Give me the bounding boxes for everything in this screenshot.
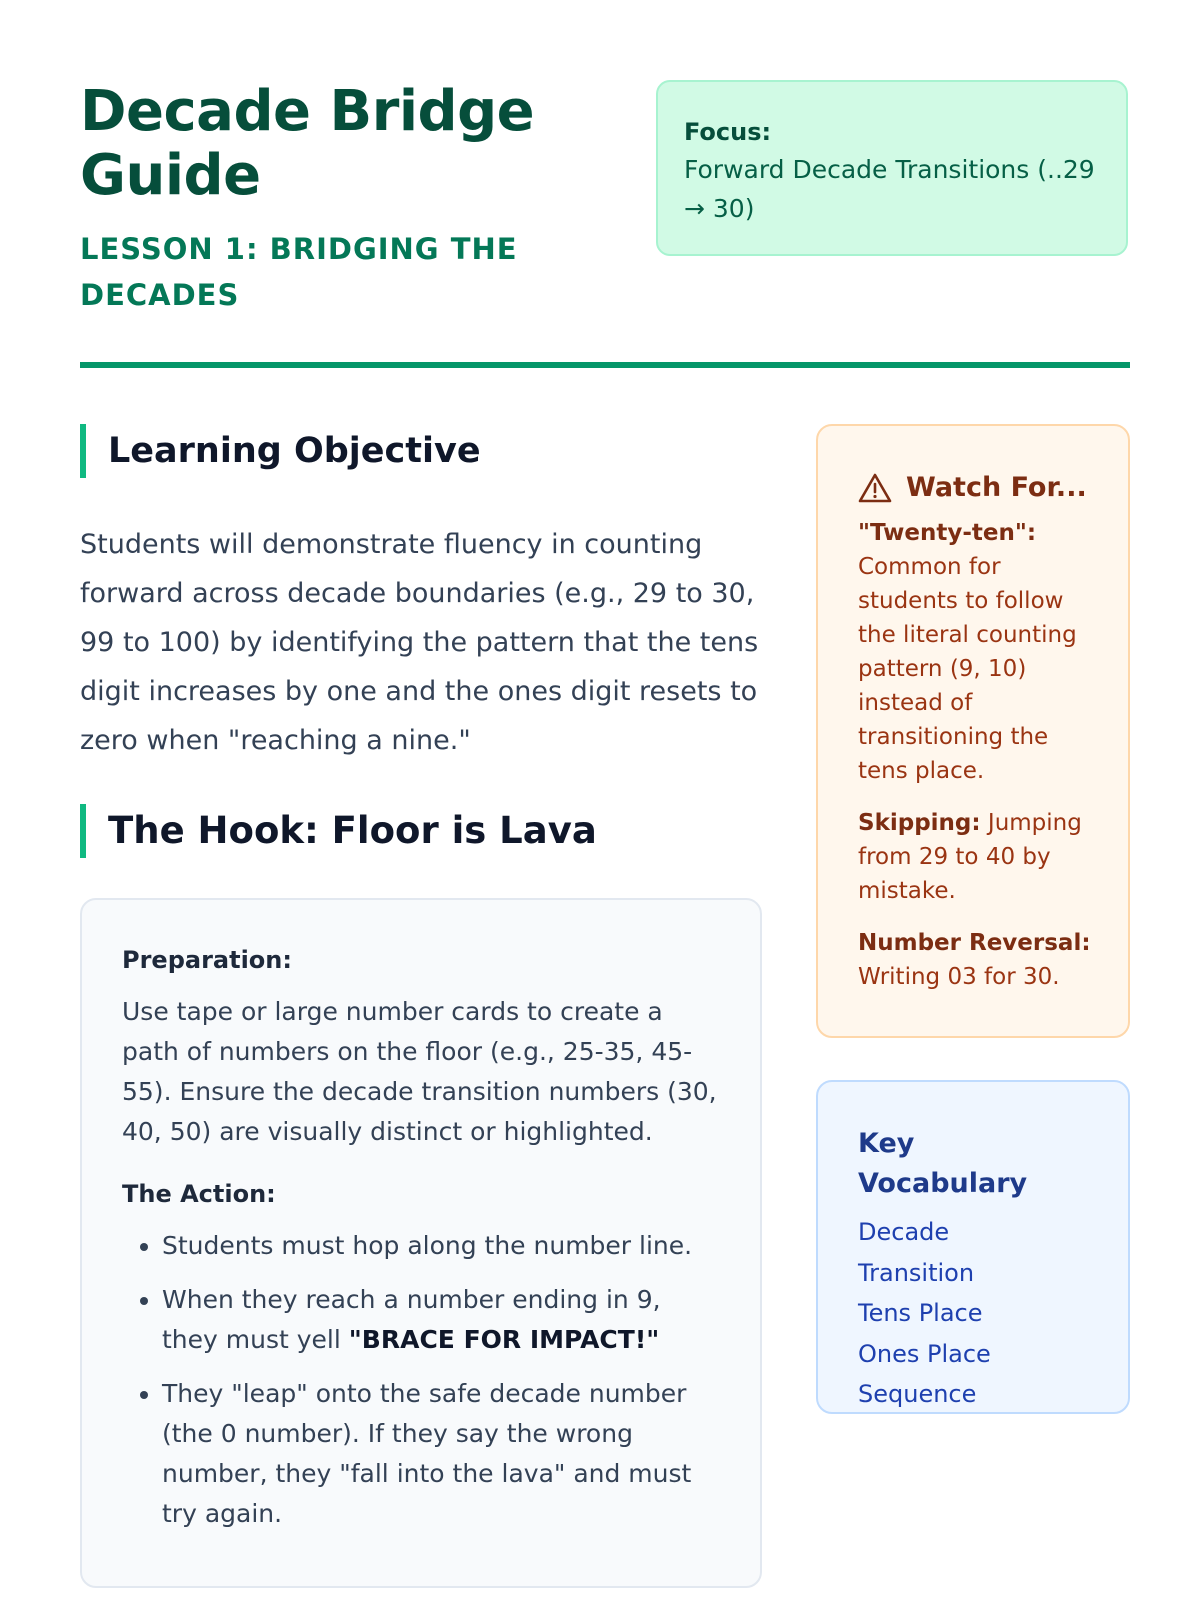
watch-term: Skipping: bbox=[858, 810, 981, 836]
vocab-term-sequence: Sequence bbox=[858, 1380, 977, 1408]
vocab-term-tens-place: Tens Place bbox=[858, 1299, 983, 1327]
hook-heading: The Hook: Floor is Lava bbox=[80, 804, 760, 858]
watch-item bbox=[858, 806, 1092, 908]
objective-text: Students will demonstrate fluency in counting forward across decade boundaries (e.g., 29 to 30, 99 to 100) by identifying the pattern that the tens digit increases by one and the ones digit resets to zero when "reaching a nine." bbox=[80, 529, 759, 756]
preparation-text: Use tape or large number cards to create a path of numbers on the floor (e.g., 25-35, 45-55). Ensure the decade transition numbers (30, 40, 50) are visually distinct or highlighted. bbox=[122, 997, 717, 1146]
focus-text: Forward Decade Transitions (..29 → 30) bbox=[684, 155, 1095, 223]
watch-term: "Twenty-ten": bbox=[858, 520, 1037, 546]
watch-item bbox=[858, 926, 1092, 994]
vocabulary-title: Key Vocabulary bbox=[858, 1128, 1028, 1199]
action-text: When they reach a number ending in 9, they must yell bbox=[162, 1285, 661, 1354]
page-header bbox=[80, 0, 1130, 370]
action-list bbox=[122, 1226, 720, 1534]
list-item bbox=[162, 1280, 720, 1360]
watch-for-title bbox=[858, 468, 1092, 508]
page-title: Decade Bridge Guide bbox=[80, 79, 535, 208]
vocabulary-list bbox=[858, 1212, 1088, 1415]
hook-card bbox=[80, 898, 762, 1588]
vocab-term-transition: Transition bbox=[858, 1258, 975, 1287]
watch-for-box bbox=[816, 424, 1130, 1038]
lesson-subtitle: LESSON 1: BRIDGING THE DECADES bbox=[80, 232, 518, 312]
watch-item bbox=[858, 516, 1092, 788]
action-emphasis: "BRACE FOR IMPACT!" bbox=[348, 1325, 660, 1354]
watch-for-title-text: Watch For... bbox=[906, 472, 1087, 503]
objective-heading: Learning Objective bbox=[80, 424, 760, 478]
vocab-term-ones-place: Ones Place bbox=[858, 1339, 991, 1368]
watch-text: Writing 03 for 30. bbox=[858, 964, 1060, 990]
vocab-term-decade: Decade bbox=[858, 1218, 950, 1246]
header-divider bbox=[80, 362, 1130, 368]
preparation-label: Preparation: bbox=[122, 946, 292, 974]
focus-label: Focus: bbox=[684, 118, 772, 146]
action-text: They "leap" onto the safe decade number (the 0 number). If they say the wrong number, they "fall into the lava" and must try again. bbox=[162, 1379, 692, 1528]
watch-text: Jumping from 29 to 40 by mistake. bbox=[858, 810, 1082, 904]
list-item bbox=[162, 1374, 720, 1534]
focus-box bbox=[656, 80, 1128, 256]
vocabulary-box bbox=[816, 1080, 1130, 1414]
watch-text: Common for students to follow the literal counting pattern (9, 10) instead of transitioning the tens place. bbox=[858, 554, 1077, 784]
warning-triangle-icon bbox=[858, 472, 892, 504]
list-item bbox=[162, 1226, 720, 1266]
action-text: Students must hop along the number line. bbox=[162, 1231, 693, 1260]
action-label: The Action: bbox=[122, 1180, 276, 1208]
watch-term: Number Reversal: bbox=[858, 930, 1091, 956]
